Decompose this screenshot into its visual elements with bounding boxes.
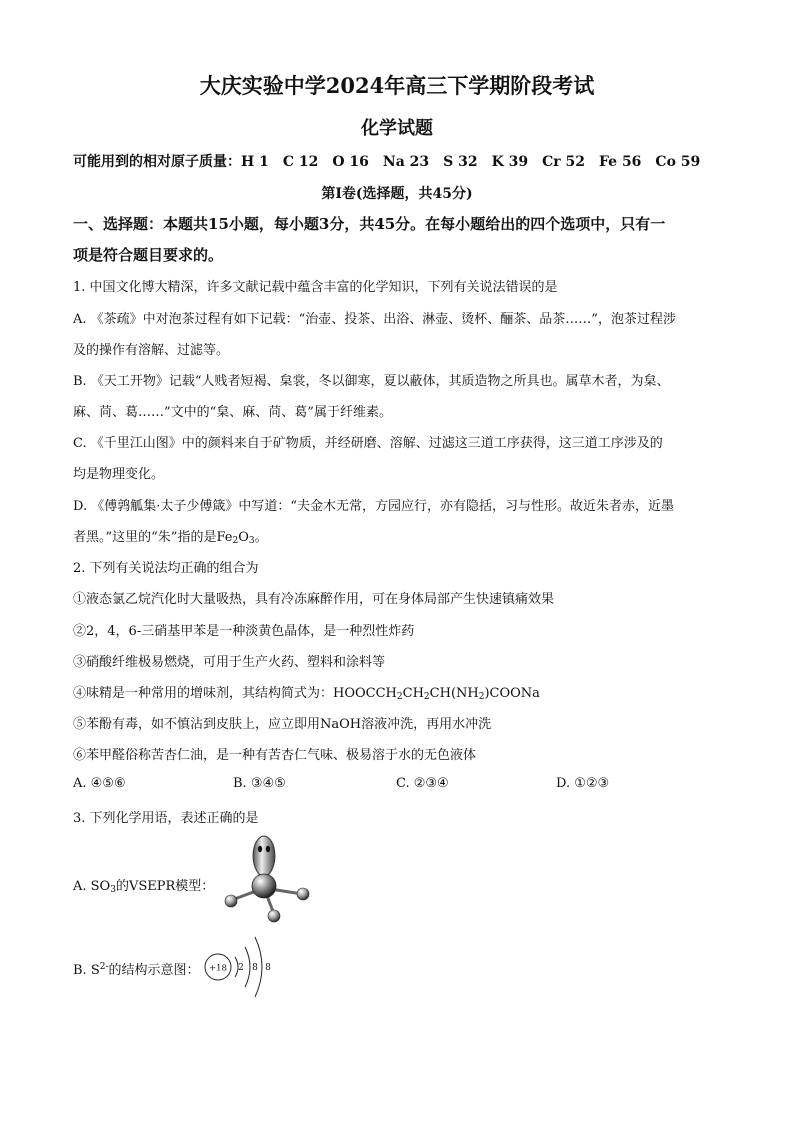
q2-option-c: C. ②③④ <box>396 776 449 791</box>
atomic-masses: 可能用到的相对原子质量：H 1 C 12 O 16 Na 23 S 32 K 39 Cr 52 Fe 56 Co 59 <box>73 154 701 170</box>
q3-a-post: 的VSEPR模型： <box>115 879 215 894</box>
q2-item-5: ⑤苯酚有毒，如不慎沾到皮肤上，应立即用NaOH溶液冲洗，再用水冲洗 <box>73 717 492 732</box>
q2-i4-text: ④味精是一种常用的增味剂，其结构简式为：HOOCCH <box>73 686 397 701</box>
q2-i4-end: )COONa <box>484 686 540 701</box>
q1-option-c-line1: C. 《千里江山图》中的颜料来自于矿物质，并经研磨、溶解、过滤这三道工序获得，这三道工序涉及的 <box>73 436 663 451</box>
q2-i4-m2: CH(NH <box>429 686 479 701</box>
q2-option-a: A. ④⑤⑥ <box>73 776 126 791</box>
q3-b-text: B. S <box>73 963 100 978</box>
central-atom <box>252 874 276 898</box>
q1-d2-text: 者黑。”这里的“朱”指的是Fe <box>73 530 233 545</box>
q2-i4-sub3: 2 <box>478 692 485 702</box>
q1-option-a-line1: A. 《茶疏》中对泡茶过程有如下记载：“治壶、投茶、出浴、淋壶、烫杯、酾茶、品茶……”，泡茶过程涉 <box>73 312 676 327</box>
shell-electrons: 8 <box>252 963 258 973</box>
q3-option-b <box>73 959 200 978</box>
atom-structure-figure <box>200 933 280 999</box>
shell-electrons: 2 <box>238 963 244 973</box>
q3-a-text: A. SO <box>73 879 111 894</box>
nucleus-charge: +18 <box>209 963 227 974</box>
q1-d2-mid: O <box>238 530 249 545</box>
q2-item-3: ③硝酸纤维极易燃烧，可用于生产火药、塑料和涂料等 <box>73 655 386 670</box>
section-heading-line1: 一、选择题：本题共15小题，每小题3分，共45分。在每小题给出的四个选项中，只有一 <box>73 215 666 233</box>
q1-d2-end: 。 <box>254 530 268 545</box>
lone-pair-lobe <box>253 836 275 878</box>
electron-shell-arc <box>245 947 250 987</box>
q1-stem: 1. 中国文化博大精深，许多文献记载中蕴含丰富的化学知识，下列有关说法错误的是 <box>73 280 558 295</box>
q1-d2-sub2: 3 <box>248 536 255 546</box>
q2-i4-sub2: 2 <box>423 692 430 702</box>
q2-item-2: ②2，4，6-三硝基甲苯是一种淡黄色晶体，是一种烈性炸药 <box>73 624 415 639</box>
q2-i4-sub1: 2 <box>396 692 403 702</box>
q1-d2-sub1: 2 <box>232 536 239 546</box>
q3-stem: 3. 下列化学用语，表述正确的是 <box>73 811 259 826</box>
q3-b-sup: 2- <box>99 962 109 972</box>
ligand-atom <box>297 888 309 900</box>
q2-item-6: ⑥苯甲醛俗称苦杏仁油，是一种有苦杏仁气味、极易溶于水的无色液体 <box>73 748 477 763</box>
q1-option-d-line1: D. 《傅鹑觚集·太子少傅箴》中写道：“夫金木无常，方园应行，亦有隐括，习与性形。故近朱者赤，近墨 <box>73 499 675 514</box>
q1-option-d-line2 <box>73 526 268 546</box>
q1-option-b-line2: 麻、苘、葛……”文中的“枲、麻、苘、葛”属于纤维素。 <box>73 405 392 420</box>
q1-option-a-line2: 及的操作有溶解、过滤等。 <box>73 343 230 358</box>
q1-option-c-line2: 均是物理变化。 <box>73 467 165 482</box>
q2-stem: 2. 下列有关说法均正确的组合为 <box>73 561 259 576</box>
q2-option-d: D. ①②③ <box>556 776 610 791</box>
ligand-atom <box>225 895 237 907</box>
q3-a-sub: 3 <box>110 885 116 895</box>
volume-heading: 第Ⅰ卷(选择题，共45分) <box>321 186 473 202</box>
vsepr-model-figure <box>215 832 315 927</box>
q3-b-post: 的结构示意图： <box>108 963 200 978</box>
q2-i4-m1: CH <box>402 686 424 701</box>
q2-option-b: B. ③④⑤ <box>233 776 286 791</box>
exam-title: 大庆实验中学2024年高三下学期阶段考试 <box>199 73 595 98</box>
exam-subtitle: 化学试题 <box>361 118 433 139</box>
shell-electrons: 8 <box>265 963 271 973</box>
q1-option-b-line1: B. 《天工开物》记载“人贱者短褐、枲裳，冬以御寒，夏以蔽体，其质造物之所具也。属草木者，为枲、 <box>73 374 670 389</box>
q2-item-4 <box>73 682 540 702</box>
ligand-atom <box>268 910 280 922</box>
section-heading-line2: 项是符合题目要求的。 <box>73 246 224 264</box>
q2-item-1: ①液态氯乙烷汽化时大量吸热，具有冷冻麻醉作用，可在身体局部产生快速镇痛效果 <box>73 592 555 607</box>
q3-option-a <box>73 875 214 895</box>
